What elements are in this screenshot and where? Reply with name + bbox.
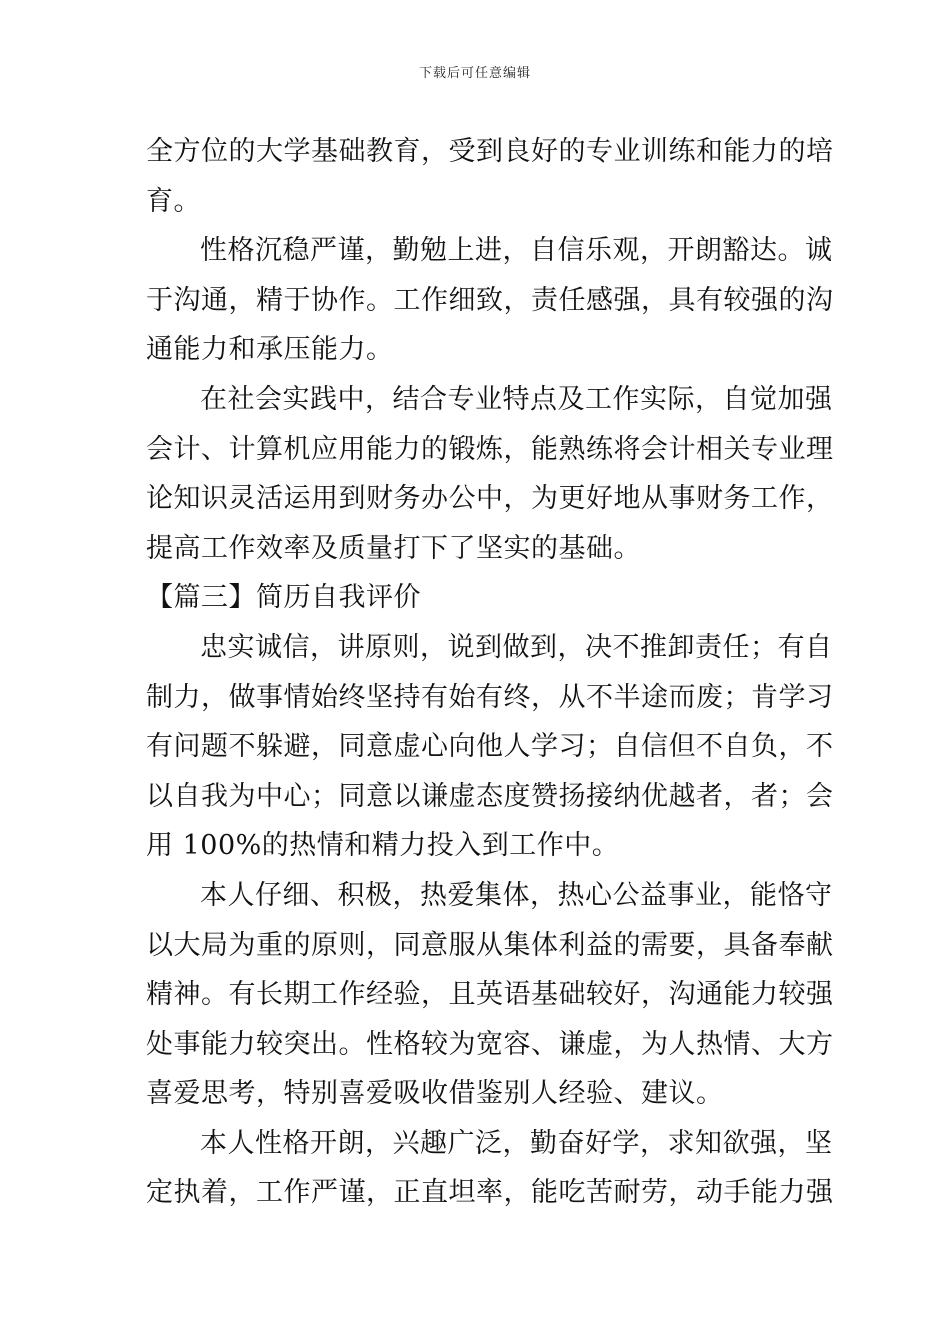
text-line: 于沟通，精于协作。工作细致，责任感强，具有较强的沟 bbox=[146, 284, 834, 316]
text-line: 全方位的大学基础教育，受到良好的专业训练和能力的培 bbox=[146, 136, 834, 167]
section-heading: 【篇三】简历自我评价 bbox=[146, 582, 421, 614]
text-line: 有问题不躲避，同意虚心向他人学习；自信但不自负，不 bbox=[146, 731, 834, 763]
text-line: 通能力和承压能力。 bbox=[146, 334, 394, 366]
text-line: 提高工作效率及质量打下了坚实的基础。 bbox=[146, 532, 641, 564]
text-line: 用 100%的热情和精力投入到工作中。 bbox=[146, 830, 620, 862]
text-line: 以大局为重的原则，同意服从集体利益的需要，具备奉献 bbox=[146, 929, 834, 961]
text-line: 制力，做事情始终坚持有始有终，从不半途而废；肯学习 bbox=[146, 681, 834, 713]
text-line: 性格沉稳严谨，勤勉上进，自信乐观，开朗豁达。诚 bbox=[200, 235, 833, 267]
text-line: 本人性格开朗，兴趣广泛，勤奋好学，求知欲强，坚 bbox=[200, 1127, 833, 1159]
document-body bbox=[146, 127, 834, 1218]
text-line: 精神。有长期工作经验，且英语基础较好，沟通能力较强 bbox=[146, 979, 834, 1011]
text-line: 本人仔细、积极，热爱集体，热心公益事业，能恪守 bbox=[200, 879, 833, 911]
text-line: 在社会实践中，结合专业特点及工作实际，自觉加强 bbox=[200, 383, 833, 415]
text-line: 喜爱思考，特别喜爱吸收借鉴别人经验、建议。 bbox=[146, 1078, 724, 1110]
text-line: 育。 bbox=[146, 185, 201, 217]
text-line: 论知识灵活运用到财务办公中，为更好地从事财务工作， bbox=[146, 483, 834, 515]
text-line: 忠实诚信，讲原则，说到做到，决不推卸责任；有自 bbox=[200, 631, 833, 663]
text-line: 会计、计算机应用能力的锻炼，能熟练将会计相关专业理 bbox=[146, 433, 834, 465]
text-line: 以自我为中心；同意以谦虚态度赞扬接纳优越者，者；会 bbox=[146, 780, 834, 812]
text-line: 处事能力较突出。性格较为宽容、谦虚，为人热情、大方 bbox=[146, 1028, 834, 1060]
text-line: 定执着，工作严谨，正直坦率，能吃苦耐劳，动手能力强 bbox=[146, 1177, 834, 1209]
page-header: 下载后可任意编辑 bbox=[418, 66, 531, 81]
